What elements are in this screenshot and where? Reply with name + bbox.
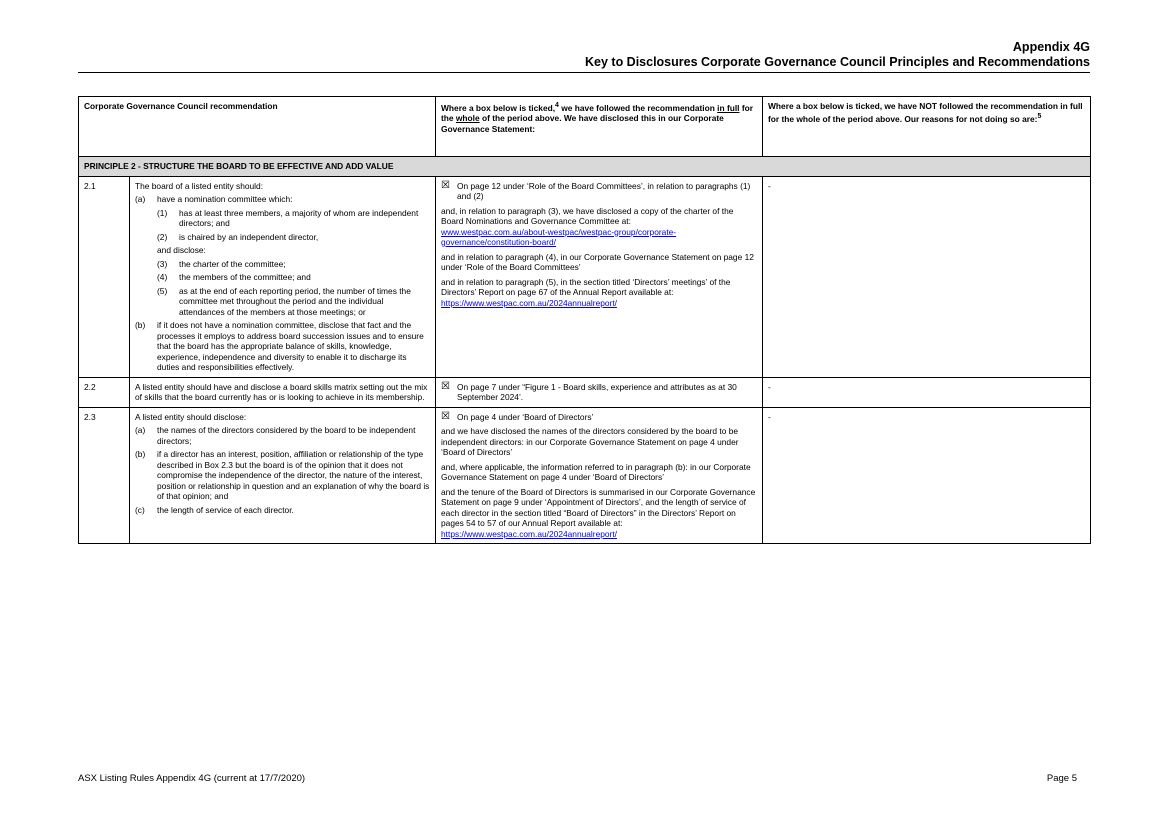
row-number: 2.3: [79, 407, 130, 544]
header-rule: [78, 72, 1090, 73]
followed-cell: ☒ On page 7 under “Figure 1 - Board skills, experience and attributes as at 30 September 2024’.: [436, 377, 763, 407]
not-followed-cell: -: [763, 407, 1091, 544]
row-number: 2.2: [79, 377, 130, 407]
header-title: Appendix 4G: [1012, 40, 1090, 54]
header-subtitle: Key to Disclosures Corporate Governance Council Principles and Recommendations: [585, 55, 1090, 69]
followed-cell: ☒ On page 12 under ‘Role of the Board Committees’, in relation to paragraphs (1) and (2) and, in relation to paragraph (3), we have disclosed a copy of the charter of the Board Nominations and Governance Committee at: www.westpac.com.au/about-westpac/westpac-group/corporate-governance/constitution-board/ and in relation to paragraph (4), in our Corporate Governance Statement on page 12 under ‘Role of the Board Committees’ and in relation to paragraph (5), in the section titled ‘Directors’ meetings’ of the Directors’ Report on page 67 of the Annual Report available at: https://www.westpac.com.au/2024annualreport/: [436, 176, 763, 377]
header-col-not-followed: Where a box below is ticked, we have NOT followed the recommendation in full for the whole of the period above. Our reasons for not doing so are:$^5$: [763, 97, 1091, 157]
recommendation-cell: A listed entity should disclose: (a) the names of the directors considered by the board to be independent directors; (b) if a director has an interest, position, affiliation or relationship of the type described in Box 2.3 but the board is of the opinion that it does not compromise the independence of the director, the nature of the interest, position or relationship in question and an explanation of why the board is of that opinion; and (c) the length of service of each director.: [130, 407, 436, 544]
footer-source: ASX Listing Rules Appendix 4G (current at 17/7/2020): [78, 773, 306, 784]
table-row: [79, 377, 1091, 407]
recommendation-cell: The board of a listed entity should: (a) have a nomination committee which: (1) has at least three members, a majority of whom are independent directors; and (2) is chaired by an independent director, and disclose: (3) the charter of the committee; (4) the members of the committee; and (5) as at the end of each reporting period, the number of times the committee met throughout the period and the individual attendances of the members at those meetings; or (b) if it does not have a nomination committee, disclose that fact and the processes it employs to address board succession issues and to ensure that the board has the appropriate balance of skills, knowledge, experience, independence and diversity to enable it to discharge its duties and responsibilities effectively.: [130, 176, 436, 377]
annual-report-link[interactable]: https://www.westpac.com.au/2024annualreport/: [441, 297, 617, 308]
not-followed-cell: -: [763, 377, 1091, 407]
row-number: 2.1: [79, 176, 130, 377]
principle-row: [79, 157, 1091, 177]
governance-link[interactable]: www.westpac.com.au/about-westpac/westpac-group/corporate-governance/constitution-board/: [441, 226, 677, 247]
principle-title: PRINCIPLE 2 - STRUCTURE THE BOARD TO BE EFFECTIVE AND ADD VALUE: [79, 157, 1091, 177]
disclosure-table: [78, 96, 1091, 544]
recommendation-cell: A listed entity should have and disclose a board skills matrix setting out the mix of skills that the board currently has or is looking to achieve in its membership.: [130, 377, 436, 407]
table-header-row: [79, 97, 1091, 157]
checkbox-ticked-icon: ☒: [441, 410, 450, 422]
page-header: [585, 40, 1090, 70]
table-row: [79, 407, 1091, 544]
annual-report-link[interactable]: https://www.westpac.com.au/2024annualreport/: [441, 528, 617, 539]
header-col-recommendation: Corporate Governance Council recommendation: [79, 97, 436, 157]
not-followed-cell: -: [763, 176, 1091, 377]
followed-cell: ☒ On page 4 under ‘Board of Directors’ and we have disclosed the names of the directors considered by the board to be independent directors: in our Corporate Governance Statement on page 4 under ‘Board of Directors’ and, where applicable, the information referred to in paragraph (b): in our Corporate Governance Statement on page 4 under ‘Board of Directors’ and the tenure of the Board of Directors is summarised in our Corporate Governance Statement on page 9 under ‘Appointment of Directors’, and the length of service of each director in the section titled “Board of Directors” in the Directors’ Report on pages 54 to 57 of our Annual Report available at: https://www.westpac.com.au/2024annualreport/: [436, 407, 763, 544]
checkbox-ticked-icon: ☒: [441, 179, 450, 191]
header-col-followed: Where a box below is ticked,$^4$ we have followed the recommendation in full for the whole of the period above. We have disclosed this in our Corporate Governance Statement:: [436, 97, 763, 157]
checkbox-ticked-icon: ☒: [441, 380, 450, 392]
page-number: Page 5: [1046, 773, 1077, 784]
table-row: [79, 176, 1091, 377]
